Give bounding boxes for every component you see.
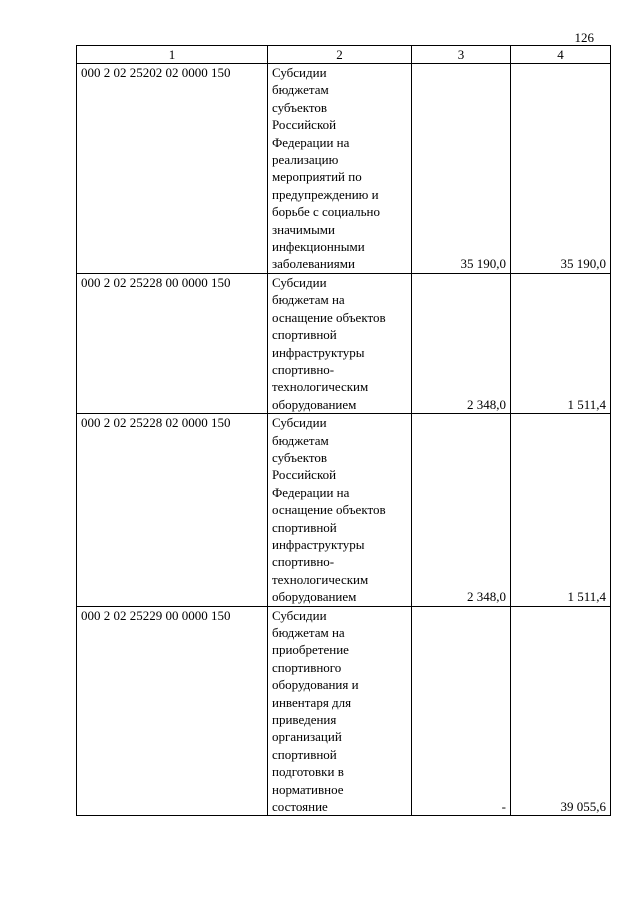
- col4-value: 1 511,4: [511, 273, 611, 413]
- row-description: Субсидии бюджетам на оснащение объектов спортивной инфраструктуры спортивно- технологическим оборудованием: [268, 273, 412, 413]
- page-number: 126: [574, 30, 594, 45]
- col3-value: 35 190,0: [412, 64, 511, 274]
- header-col-3: 3: [412, 46, 511, 64]
- header-col-4: 4: [511, 46, 611, 64]
- col4-value: 39 055,6: [511, 606, 611, 816]
- row-description: Субсидии бюджетам субъектов Российской Федерации на реализацию мероприятий по предупреждению и борьбе с социально значимыми инфекционными заболеваниями: [268, 64, 412, 274]
- header-row: [77, 46, 611, 64]
- budget-code: 000 2 02 25228 00 0000 150: [77, 273, 268, 413]
- row-description: Субсидии бюджетам субъектов Российской Федерации на оснащение объектов спортивной инфраструктуры спортивно- технологическим оборудованием: [268, 414, 412, 606]
- col4-value: 1 511,4: [511, 414, 611, 606]
- budget-code: 000 2 02 25228 02 0000 150: [77, 414, 268, 606]
- budget-code: 000 2 02 25229 00 0000 150: [77, 606, 268, 816]
- table-row: [77, 606, 611, 816]
- table-header: [77, 46, 611, 64]
- budget-code: 000 2 02 25202 02 0000 150: [77, 64, 268, 274]
- table-row: [77, 414, 611, 606]
- table-row: [77, 64, 611, 274]
- col3-value: 2 348,0: [412, 414, 511, 606]
- col3-value: 2 348,0: [412, 273, 511, 413]
- header-col-1: 1: [77, 46, 268, 64]
- col3-value: -: [412, 606, 511, 816]
- header-col-2: 2: [268, 46, 412, 64]
- table-row: [77, 273, 611, 413]
- col4-value: 35 190,0: [511, 64, 611, 274]
- row-description: Субсидии бюджетам на приобретение спортивного оборудования и инвентаря для приведения организаций спортивной подготовки в нормативное состояние: [268, 606, 412, 816]
- budget-table: [76, 45, 611, 816]
